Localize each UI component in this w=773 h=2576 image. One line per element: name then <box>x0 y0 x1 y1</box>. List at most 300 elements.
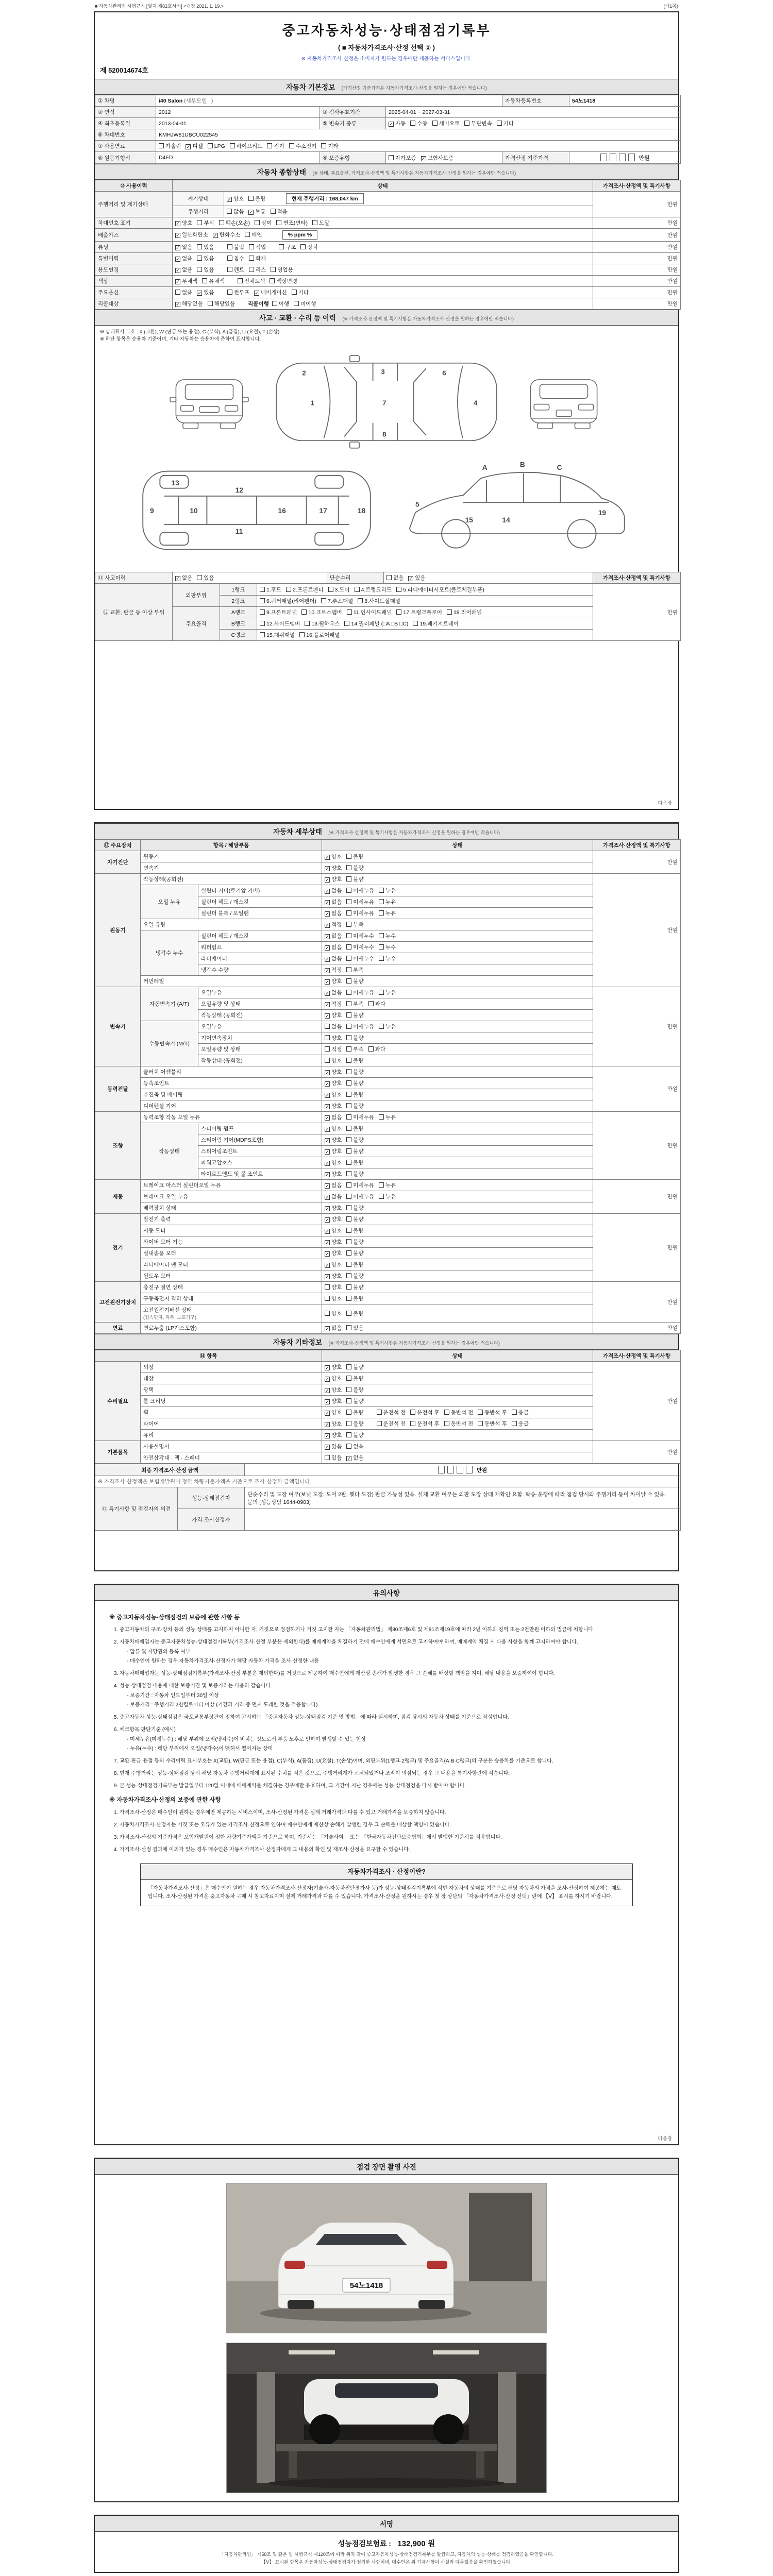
checkbox-unchecked[interactable] <box>358 598 400 604</box>
accident-history-label: ⑪ 사고이력 <box>95 572 173 583</box>
checkbox-checked[interactable] <box>325 1114 342 1121</box>
checkbox-unchecked[interactable] <box>368 1001 385 1007</box>
checkbox-checked[interactable] <box>227 196 244 202</box>
checkbox-unchecked[interactable] <box>197 244 214 250</box>
option-group <box>325 1410 368 1416</box>
checkbox-checked[interactable] <box>421 155 454 161</box>
checkbox-checked[interactable] <box>325 1148 342 1155</box>
price-cell: 만원 <box>593 987 681 1066</box>
checkbox-checked[interactable] <box>175 232 208 238</box>
checkbox-unchecked[interactable] <box>346 1398 363 1404</box>
status-cell <box>322 1112 593 1123</box>
checkbox-unchecked[interactable] <box>413 621 458 627</box>
item-label: 오일 유량 <box>141 919 322 930</box>
item-label: 변속기 <box>141 862 322 874</box>
checkbox-unchecked[interactable] <box>346 910 374 917</box>
option-group <box>325 967 368 973</box>
checkbox-checked[interactable] <box>325 1137 342 1143</box>
checkbox-unchecked[interactable] <box>464 121 492 127</box>
option-group <box>325 1069 368 1075</box>
checkbox-unchecked[interactable] <box>346 888 374 894</box>
checkbox-unchecked[interactable] <box>346 1421 363 1427</box>
checkbox-unchecked[interactable] <box>346 1410 363 1416</box>
svg-text:18: 18 <box>357 506 366 515</box>
notice-item: 3. 가격조사·산정의 기준가격은 보험개발원이 정한 차량기준가액을 기준으로 하며, 기준서는 「기술사회」 또는 「한국자동차진단보증협회」에서 발행한 기준서를 적용합니다. <box>120 1834 664 1842</box>
checkbox-unchecked[interactable] <box>219 220 250 226</box>
checkbox-unchecked[interactable] <box>346 1387 363 1393</box>
checkbox-unchecked[interactable] <box>300 244 317 250</box>
checkbox-unchecked[interactable] <box>279 244 296 250</box>
checkbox-checked[interactable] <box>325 1001 342 1007</box>
checkbox-icon <box>346 1216 351 1222</box>
checkbox-unchecked[interactable] <box>368 1046 385 1053</box>
checkbox-unchecked[interactable] <box>208 301 236 307</box>
checkbox-checked[interactable] <box>325 944 342 951</box>
checkbox-checked[interactable] <box>175 244 192 250</box>
checkbox-icon: ✓ <box>176 233 180 238</box>
checkbox-checked[interactable] <box>325 1364 342 1370</box>
sub-label: 자동변속기 (A/T) <box>141 987 198 1021</box>
checkbox-checked[interactable] <box>325 1216 342 1223</box>
checkbox-unchecked[interactable] <box>346 854 363 860</box>
checkbox-icon: ✓ <box>325 1229 329 1234</box>
checkbox-checked[interactable] <box>325 1410 342 1416</box>
checkbox-unchecked[interactable] <box>346 1311 363 1317</box>
checkbox-unchecked[interactable] <box>346 978 363 985</box>
notice-subitem: - 압류 및 저당권의 등록 여부 <box>127 1648 664 1656</box>
checkbox-icon: ✓ <box>325 1183 329 1189</box>
checkbox-checked[interactable] <box>325 854 342 860</box>
checkbox-unchecked[interactable] <box>379 1024 396 1030</box>
option-group <box>325 1160 368 1166</box>
checkbox-checked[interactable] <box>325 1239 342 1245</box>
checkbox-unchecked[interactable] <box>249 244 266 250</box>
checkbox-unchecked[interactable] <box>289 143 317 149</box>
checkbox-unchecked[interactable] <box>346 865 363 871</box>
inspection-photo-rear <box>226 2183 547 2333</box>
checkbox-unchecked[interactable] <box>294 301 316 307</box>
checkbox-checked[interactable] <box>389 121 406 127</box>
checkbox-checked[interactable] <box>325 1126 342 1132</box>
checkbox-unchecked[interactable] <box>396 609 442 616</box>
checkbox-icon <box>300 244 306 249</box>
checkbox-unchecked[interactable] <box>230 143 263 149</box>
checkbox-checked[interactable] <box>325 899 342 905</box>
checkbox-icon <box>346 1250 351 1256</box>
checkbox-icon <box>325 1035 330 1040</box>
checkbox-icon <box>410 1421 415 1426</box>
checkbox-unchecked[interactable] <box>260 621 300 627</box>
checkbox-checked[interactable] <box>325 865 342 871</box>
checkbox-unchecked[interactable] <box>346 1325 363 1331</box>
checkbox-checked[interactable] <box>325 1228 342 1234</box>
checkbox-unchecked[interactable] <box>325 1058 342 1064</box>
checkbox-icon <box>379 956 384 961</box>
checkbox-unchecked[interactable] <box>325 1296 342 1302</box>
checkbox-unchecked[interactable] <box>379 933 396 939</box>
checkbox-unchecked[interactable] <box>379 1194 396 1200</box>
checkbox-checked[interactable] <box>325 1325 342 1331</box>
checkbox-unchecked[interactable] <box>379 1114 396 1121</box>
checkbox-checked[interactable] <box>186 143 203 149</box>
checkbox-label: 기타 <box>328 143 339 149</box>
checkbox-checked[interactable] <box>175 267 192 273</box>
checkbox-label: 12.사이드멤버 <box>266 620 300 627</box>
checkbox-unchecked[interactable] <box>346 1103 363 1109</box>
checkbox-unchecked[interactable] <box>175 290 192 296</box>
checkbox-unchecked[interactable] <box>346 967 363 973</box>
item-label: 냉각수 수량 <box>198 964 322 976</box>
checkbox-icon: ✓ <box>325 889 329 894</box>
checkbox-unchecked[interactable] <box>379 944 396 951</box>
checkbox-checked[interactable] <box>325 1205 342 1211</box>
checkbox-unchecked[interactable] <box>444 1410 474 1416</box>
option-group <box>325 1421 368 1427</box>
rank-items <box>257 584 593 595</box>
checkbox-unchecked[interactable] <box>346 1046 363 1053</box>
checkbox-unchecked[interactable] <box>497 121 514 127</box>
checkbox-checked[interactable] <box>325 1262 342 1268</box>
checkbox-unchecked[interactable] <box>301 609 342 616</box>
checkbox-unchecked[interactable] <box>346 1205 363 1211</box>
checkbox-unchecked[interactable] <box>227 256 244 262</box>
checkbox-unchecked[interactable] <box>347 609 392 616</box>
checkbox-checked[interactable] <box>325 1273 342 1279</box>
checkbox-unchecked[interactable] <box>346 1171 363 1177</box>
checkbox-unchecked[interactable] <box>346 1228 363 1234</box>
checkbox-label: 없음 <box>182 574 193 581</box>
checkbox-checked[interactable] <box>197 290 214 296</box>
row-sublabel: 주행거리 <box>173 206 224 217</box>
status-cell <box>322 1407 593 1418</box>
checkbox-label: 많음 <box>233 209 244 215</box>
checkbox-checked[interactable] <box>325 956 342 962</box>
checkbox-unchecked[interactable] <box>379 990 396 996</box>
checkbox-unchecked[interactable] <box>325 1284 342 1291</box>
checkbox-checked[interactable] <box>325 888 342 894</box>
checkbox-icon <box>346 1069 351 1074</box>
checkbox-icon: ✓ <box>176 575 180 581</box>
price-cell: 만원 <box>593 851 681 874</box>
option-group <box>175 267 219 273</box>
checkbox-unchecked[interactable] <box>346 956 374 962</box>
checkbox-unchecked[interactable] <box>478 1410 507 1416</box>
checkbox-unchecked[interactable] <box>260 598 316 604</box>
checkbox-icon <box>346 967 351 972</box>
checkbox-checked[interactable] <box>325 1387 342 1393</box>
checkbox-unchecked[interactable] <box>255 220 272 226</box>
checkbox-unchecked[interactable] <box>346 1262 363 1268</box>
checkbox-checked[interactable] <box>346 1455 363 1461</box>
checkbox-label: 해당없음 <box>182 301 203 307</box>
checkbox-label: 없음 <box>331 1024 342 1030</box>
checkbox-unchecked[interactable] <box>346 1444 363 1450</box>
column-header: 항목 / 해당부품 <box>141 840 322 851</box>
checkbox-unchecked[interactable] <box>346 1024 374 1030</box>
checkbox-label: 양호 <box>331 1410 342 1416</box>
checkbox-unchecked[interactable] <box>346 1126 363 1132</box>
price-cell: 만원 <box>593 874 681 987</box>
opinions-label: ⑮ 특기사항 및 점검자의 의견 <box>95 1487 178 1531</box>
status-cell <box>322 1157 593 1168</box>
checkbox-unchecked[interactable] <box>379 899 396 905</box>
checkbox-icon: ✓ <box>325 957 329 962</box>
checkbox-checked[interactable] <box>175 575 192 581</box>
checkbox-unchecked[interactable] <box>512 1421 529 1427</box>
checkbox-checked[interactable] <box>325 1069 342 1075</box>
checkbox-unchecked[interactable] <box>346 1250 363 1257</box>
checkbox-unchecked[interactable] <box>346 1296 363 1302</box>
checkbox-unchecked[interactable] <box>346 1035 363 1041</box>
checkbox-unchecked[interactable] <box>249 256 266 262</box>
checkbox-unchecked[interactable] <box>267 143 284 149</box>
reg-no-label: 자동차등록번호 <box>502 95 569 107</box>
checkbox-unchecked[interactable] <box>260 632 295 638</box>
checkbox-label: 없음 <box>331 910 342 917</box>
checkbox-unchecked[interactable] <box>325 1024 342 1030</box>
checkbox-unchecked[interactable] <box>396 587 484 593</box>
checkbox-unchecked[interactable] <box>271 209 288 215</box>
checkbox-checked[interactable] <box>325 1080 342 1087</box>
checkbox-unchecked[interactable] <box>346 1092 363 1098</box>
checkbox-checked[interactable] <box>408 575 425 581</box>
checkbox-unchecked[interactable] <box>344 621 408 627</box>
checkbox-unchecked[interactable] <box>270 278 297 284</box>
checkbox-unchecked[interactable] <box>377 1410 406 1416</box>
checkbox-unchecked[interactable] <box>325 1455 342 1461</box>
checkbox-icon <box>305 621 310 626</box>
checkbox-unchecked[interactable] <box>328 587 350 593</box>
checkbox-unchecked[interactable] <box>346 922 363 928</box>
checkbox-unchecked[interactable] <box>325 1035 342 1041</box>
fuel-label: ⑦ 사용연료 <box>95 141 156 152</box>
checkbox-unchecked[interactable] <box>238 278 265 284</box>
checkbox-icon: ✓ <box>347 1456 351 1461</box>
checkbox-checked[interactable] <box>325 1444 342 1450</box>
photos-header <box>95 2159 678 2175</box>
checkbox-checked[interactable] <box>325 1432 342 1438</box>
checkbox-unchecked[interactable] <box>346 933 374 939</box>
status-cell <box>322 908 593 919</box>
checkbox-unchecked[interactable] <box>346 1012 363 1019</box>
option-group <box>175 232 267 238</box>
checkbox-label: 7.루프패널 <box>327 598 354 604</box>
checkbox-unchecked[interactable] <box>248 196 265 202</box>
checkbox-unchecked[interactable] <box>379 956 396 962</box>
checkbox-checked[interactable] <box>175 256 192 262</box>
checkbox-checked[interactable] <box>325 1092 342 1098</box>
checkbox-unchecked[interactable] <box>478 1421 507 1427</box>
item-note: (접속단자, 피복, 보호기구) <box>143 1315 196 1320</box>
checkbox-unchecked[interactable] <box>260 587 281 593</box>
checkbox-unchecked[interactable] <box>312 220 329 226</box>
checkbox-icon: ✓ <box>325 923 329 928</box>
checkbox-unchecked[interactable] <box>197 575 214 581</box>
section-etc-title: 자동차 기타정보 <box>273 1338 322 1346</box>
checkbox-unchecked[interactable] <box>346 1148 363 1155</box>
checkbox-label: 세미오토 <box>439 121 460 127</box>
checkbox-unchecked[interactable] <box>432 121 460 127</box>
checkbox-unchecked[interactable] <box>227 267 244 273</box>
status-cell <box>224 206 593 217</box>
checkbox-checked[interactable] <box>325 1250 342 1257</box>
checkbox-unchecked[interactable] <box>321 598 353 604</box>
option-group <box>325 944 400 951</box>
checkbox-checked[interactable] <box>325 967 342 973</box>
checkbox-checked[interactable] <box>175 301 203 307</box>
checkbox-unchecked[interactable] <box>346 1137 363 1143</box>
checkbox-unchecked[interactable] <box>346 876 363 883</box>
checkbox-unchecked[interactable] <box>346 944 374 951</box>
checkbox-label: 불량 <box>353 1103 364 1109</box>
checkbox-label: 누수 <box>385 956 396 962</box>
checkbox-unchecked[interactable] <box>346 1216 363 1223</box>
checkbox-label: 양호 <box>331 1284 342 1291</box>
checkbox-unchecked[interactable] <box>389 155 416 161</box>
checkbox-checked[interactable] <box>325 1171 342 1177</box>
checkbox-unchecked[interactable] <box>346 1160 363 1166</box>
checkbox-unchecked[interactable] <box>208 143 225 149</box>
checkbox-label: 미세누유 <box>353 1182 374 1189</box>
checkbox-checked[interactable] <box>325 990 342 996</box>
checkbox-unchecked[interactable] <box>447 609 482 616</box>
checkbox-unchecked[interactable] <box>410 1421 440 1427</box>
checkbox-unchecked[interactable] <box>346 1182 374 1189</box>
checkbox-unchecked[interactable] <box>197 256 214 262</box>
checkbox-unchecked[interactable] <box>379 910 396 917</box>
checkbox-checked[interactable] <box>325 1376 342 1382</box>
checkbox-label: 불량 <box>353 1012 364 1019</box>
checkbox-unchecked[interactable] <box>197 220 214 226</box>
price-digit-box <box>610 154 616 161</box>
checkbox-unchecked[interactable] <box>346 1001 363 1007</box>
checkbox-unchecked[interactable] <box>325 1046 342 1053</box>
checkbox-unchecked[interactable] <box>202 278 224 284</box>
checkbox-unchecked[interactable] <box>410 121 427 127</box>
checkbox-checked[interactable] <box>325 978 342 985</box>
checkbox-checked[interactable] <box>325 1182 342 1189</box>
checkbox-unchecked[interactable] <box>346 1376 363 1382</box>
checkbox-unchecked[interactable] <box>321 143 338 149</box>
checkbox-label: 미이행 <box>300 301 316 307</box>
checkbox-unchecked[interactable] <box>355 587 392 593</box>
checkbox-unchecked[interactable] <box>227 244 244 250</box>
item-label: 타이로드엔드 및 볼 조인트 <box>198 1168 322 1180</box>
checkbox-unchecked[interactable] <box>286 587 323 593</box>
checkbox-unchecked[interactable] <box>346 1114 374 1121</box>
checkbox-checked[interactable] <box>248 209 265 215</box>
checkbox-label: 리스 <box>255 267 266 273</box>
first-registration-label: ④ 최초등록일 <box>95 118 156 129</box>
checkbox-checked[interactable] <box>213 232 241 238</box>
checkbox-label: 미세누수 <box>353 944 374 951</box>
checkbox-unchecked[interactable] <box>271 267 293 273</box>
checkbox-unchecked[interactable] <box>305 621 340 627</box>
checkbox-unchecked[interactable] <box>276 220 308 226</box>
checkbox-unchecked[interactable] <box>346 1273 363 1279</box>
checkbox-checked[interactable] <box>254 290 287 296</box>
status-cell <box>322 885 593 896</box>
checkbox-checked[interactable] <box>325 1421 342 1427</box>
checkbox-unchecked[interactable] <box>346 1284 363 1291</box>
checkbox-unchecked[interactable] <box>346 1080 363 1087</box>
checkbox-label: 보통 <box>255 209 266 215</box>
checkbox-unchecked[interactable] <box>245 232 262 238</box>
checkbox-unchecked[interactable] <box>292 290 309 296</box>
checkbox-checked[interactable] <box>325 922 342 928</box>
checkbox-label: 양호 <box>331 1250 342 1257</box>
checkbox-label: 4.트렁크리드 <box>361 586 392 593</box>
checkbox-unchecked[interactable] <box>260 609 297 616</box>
checkbox-label: 응급 <box>518 1421 529 1427</box>
status-cell <box>322 1282 593 1293</box>
item-label: 실린더 헤드 / 개스킷 <box>198 930 322 942</box>
checkbox-label: 양호 <box>331 865 342 871</box>
checkbox-unchecked[interactable] <box>379 1182 396 1189</box>
checkbox-icon <box>379 899 384 904</box>
checkbox-unchecked[interactable] <box>386 575 404 581</box>
checkbox-unchecked[interactable] <box>444 1421 474 1427</box>
checkbox-checked[interactable] <box>325 933 342 939</box>
checkbox-unchecked[interactable] <box>346 1239 363 1245</box>
checkbox-unchecked[interactable] <box>272 301 289 307</box>
checkbox-checked[interactable] <box>325 1398 342 1404</box>
checkbox-unchecked[interactable] <box>197 267 214 273</box>
checkbox-unchecked[interactable] <box>299 632 340 638</box>
checkbox-unchecked[interactable] <box>346 1194 374 1200</box>
option-group <box>175 301 240 307</box>
checkbox-unchecked[interactable] <box>346 899 374 905</box>
checkbox-unchecked[interactable] <box>379 888 396 894</box>
photos-title: 점검 장면 촬영 사진 <box>357 2163 416 2171</box>
checkbox-label: 불량 <box>353 1035 364 1041</box>
notice-subitem: - 매수인이 원하는 경우 자동차가격조사·산정자가 해당 자동차 가격을 조사·산정한 내용 <box>127 1657 664 1666</box>
checkbox-unchecked[interactable] <box>512 1410 529 1416</box>
checkbox-unchecked[interactable] <box>377 1421 406 1427</box>
status-cell <box>322 1396 593 1407</box>
checkbox-unchecked[interactable] <box>325 1311 342 1317</box>
checkbox-unchecked[interactable] <box>227 290 249 296</box>
svg-text:14: 14 <box>502 516 510 524</box>
checkbox-unchecked[interactable] <box>346 1069 363 1075</box>
checkbox-checked[interactable] <box>325 1194 342 1200</box>
checkbox-unchecked[interactable] <box>346 1364 363 1370</box>
checkbox-label: 구조 <box>285 244 296 250</box>
checkbox-checked[interactable] <box>325 1012 342 1019</box>
checkbox-icon <box>249 256 254 261</box>
checkbox-checked[interactable] <box>325 1160 342 1166</box>
checkbox-checked[interactable] <box>175 278 197 284</box>
device-label: 고전원전기장치 <box>95 1282 141 1323</box>
checkbox-unchecked[interactable] <box>159 143 181 149</box>
checkbox-unchecked[interactable] <box>346 990 374 996</box>
checkbox-checked[interactable] <box>325 876 342 883</box>
checkbox-unchecked[interactable] <box>346 1058 363 1064</box>
status-cell <box>173 287 593 298</box>
status-cell <box>322 896 593 908</box>
checkbox-unchecked[interactable] <box>410 1410 440 1416</box>
checkbox-unchecked[interactable] <box>227 209 244 215</box>
checkbox-unchecked[interactable] <box>249 267 266 273</box>
checkbox-checked[interactable] <box>325 910 342 917</box>
item-label: 와이퍼 모터 기능 <box>141 1236 322 1248</box>
checkbox-label: 부족 <box>353 1001 364 1007</box>
checkbox-label: 양호 <box>331 1103 342 1109</box>
checkbox-icon <box>346 933 351 938</box>
checkbox-checked[interactable] <box>175 220 192 226</box>
checkbox-unchecked[interactable] <box>346 1432 363 1438</box>
checkbox-checked[interactable] <box>325 1103 342 1109</box>
